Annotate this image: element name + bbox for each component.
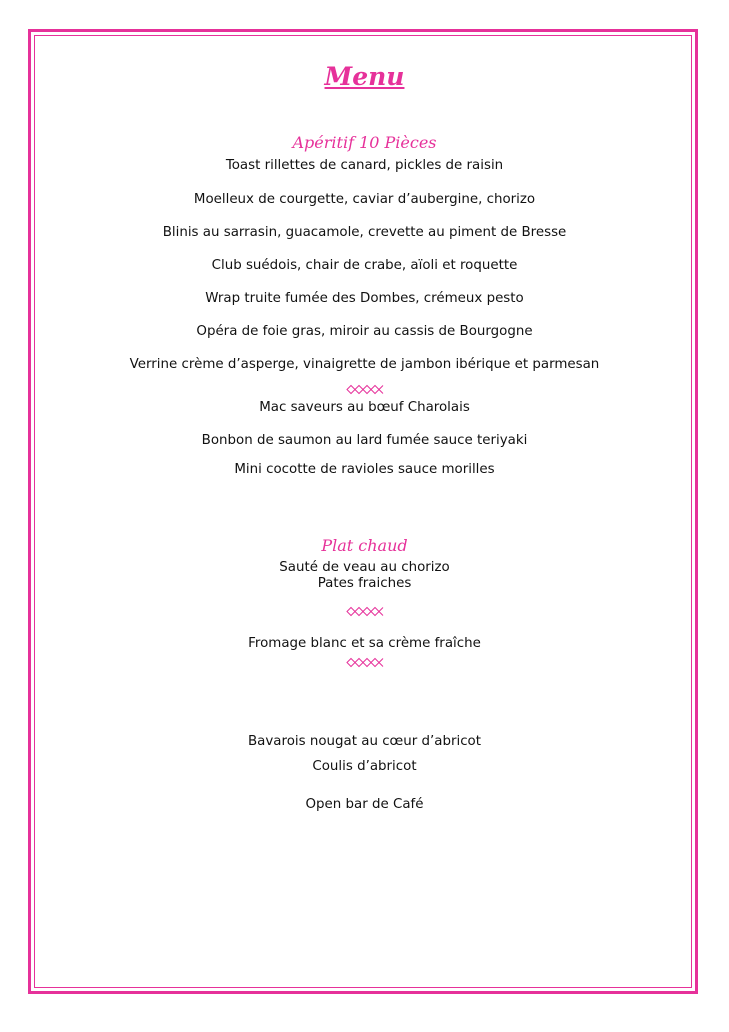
aperitif-item: Opéra de foie gras, miroir au cassis de Bourgogne: [196, 324, 533, 339]
hot-item: Mac saveurs au bœuf Charolais: [259, 400, 470, 415]
aperitif-item: Toast rillettes de canard, pickles de raisin: [225, 158, 504, 173]
hot-item: Mini cocotte de ravioles sauce morilles: [234, 462, 495, 477]
aperitif-item: Club suédois, chair de crabe, aïoli et roquette: [211, 258, 518, 273]
ornament-divider-icon: [345, 657, 385, 668]
plat-item: Pates fraiches: [317, 576, 412, 591]
dessert-item: Coulis d’abricot: [312, 759, 417, 774]
hot-item: Bonbon de saumon au lard fumée sauce teriyaki: [201, 433, 528, 448]
aperitif-heading: Apéritif 10 Pièces: [292, 133, 437, 152]
aperitif-item: Moelleux de courgette, caviar d’aubergine, chorizo: [193, 192, 536, 207]
aperitif-item: Wrap truite fumée des Dombes, crémeux pesto: [205, 291, 524, 306]
aperitif-item: Blinis au sarrasin, guacamole, crevette au piment de Bresse: [162, 225, 567, 240]
dessert-item: Bavarois nougat au cœur d’abricot: [247, 734, 481, 749]
plat-item: Sauté de veau au chorizo: [279, 560, 450, 575]
aperitif-item: Verrine crème d’asperge, vinaigrette de jambon ibérique et parmesan: [129, 357, 600, 372]
ornament-divider-icon: [345, 384, 385, 395]
inner-border: [34, 35, 692, 988]
plat-heading: Plat chaud: [321, 536, 408, 555]
coffee-item: Open bar de Café: [305, 797, 424, 812]
menu-title: Menu: [324, 62, 405, 91]
cheese-item: Fromage blanc et sa crème fraîche: [248, 636, 481, 651]
ornament-divider-icon: [345, 606, 385, 617]
